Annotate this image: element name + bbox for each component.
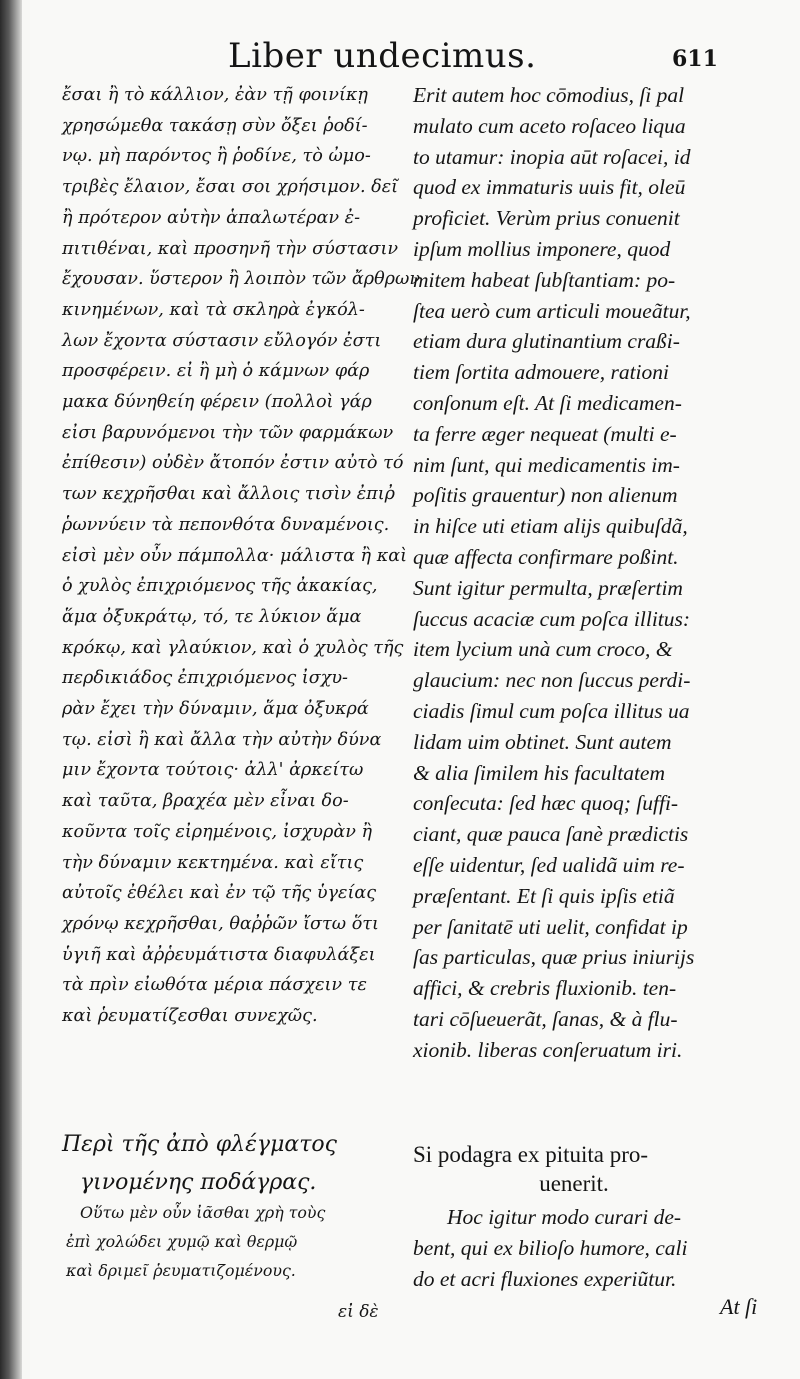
latin-text-line: glaucium: nec non ſuccus perdi-: [413, 668, 691, 693]
greek-after-line-2: ἐπὶ χολώδει χυμῷ καὶ θερμῷ: [66, 1232, 298, 1251]
greek-text-line: καὶ ταῦτα, βραχέα μὲν εἶναι δο-: [62, 791, 349, 812]
latin-text-line: ſuccus acaciæ cum poſca illitus:: [413, 606, 691, 631]
greek-text-line: μακα δύνηθείη φέρειν (πολλοὶ γάρ: [62, 392, 372, 413]
latin-text-line: ſtea uerò cum articuli moueãtur,: [413, 298, 691, 323]
greek-text-column: [62, 80, 421, 1032]
greek-text-line: ἐπίθεσιν) οὐδὲν ἄτοπόν ἐστιν αὐτὸ τό: [62, 453, 404, 474]
latin-after-line-2: bent, qui ex bilioſo humore, cali: [413, 1235, 688, 1260]
latin-text-line: eſſe uidentur, ſed ualidã uim re-: [413, 852, 685, 877]
greek-text-line: μιν ἔχοντα τούτοις· ἀλλ' ἀρκείτω: [62, 760, 364, 781]
greek-text-line: ἅμα ὀξυκράτῳ, τό, τε λύκιον ἅμα: [62, 606, 362, 627]
page-number: 611: [672, 46, 718, 72]
latin-text-line: conſonum eſt. At ſi medicamen-: [413, 390, 682, 415]
greek-text-line: ὁ χυλὸς ἐπιχριόμενος τῆς ἀκακίας,: [62, 576, 378, 597]
greek-text-line: περδικιάδος ἐπιχριόμενος ἰσχυ-: [62, 668, 349, 689]
greek-text-line: τῳ. εἰσὶ ἢ καὶ ἄλλα τὴν αὐτὴν δύνα: [62, 729, 382, 750]
latin-text-line: & alia ſimilem his facultatem: [413, 760, 666, 785]
latin-text-line: quæ affecta confirmare poßint.: [413, 544, 679, 569]
latin-text-line: lidam uim obtinet. Sunt autem: [413, 729, 672, 754]
latin-section-heading: [413, 1140, 765, 1198]
latin-text-line: proficiet. Verùm prius conuenit: [413, 206, 680, 231]
greek-text-line: κρόκῳ, καὶ γλαύκιον, καὶ ὁ χυλὸς τῆς: [62, 637, 404, 658]
greek-text-line: χρόνῳ κεχρῆσθαι, θαῤῥῶν ἴστω ὅτι: [62, 913, 379, 934]
latin-catchword: At ſi: [720, 1294, 758, 1319]
latin-text-line: xionib. liberas conſeruatum iri.: [413, 1037, 683, 1062]
latin-text-line: affici, & crebris fluxionib. ten-: [413, 976, 677, 1001]
latin-text-line: ciadis ſimul cum poſca illitus ua: [413, 698, 690, 723]
latin-text-line: mulato cum aceto roſaceo liqua: [413, 113, 686, 138]
greek-heading-line-2: γινομένης ποδάγρας.: [80, 1170, 317, 1195]
latin-text-line: quod ex immaturis uuis fit, oleū: [413, 175, 686, 200]
greek-text-line: εἰσὶ μὲν οὖν πάμπολλα· μάλιστα ἢ καὶ: [62, 545, 408, 566]
latin-text-line: ſas particulas, quæ prius iniurijs: [413, 945, 695, 970]
latin-text-line: per ſanitatē uti uelit, confidat ip: [413, 914, 688, 939]
latin-text-line: præſentant. Et ſi quis ipſis etiã: [413, 883, 675, 908]
latin-text-line: nim ſunt, qui medicamentis im-: [413, 452, 680, 477]
latin-text-line: ta ferre æger nequeat (multi e-: [413, 421, 677, 446]
greek-text-line: τὰ πρὶν εἰωθότα μέρια πάσχειν τε: [62, 975, 367, 996]
latin-text-line: in hiſce uti etiam alijs quibuſdã,: [413, 514, 688, 539]
latin-after-line-1: Hoc igitur modo curari de-: [447, 1205, 682, 1229]
greek-text-line: ῥωννύειν τὰ πεπονθότα δυναμένοις.: [62, 514, 390, 535]
greek-catchword: εἰ δὲ: [338, 1302, 379, 1322]
greek-text-line: κινημένων, καὶ τὰ σκληρὰ ἐγκόλ-: [62, 299, 365, 320]
latin-text-line: mitem habeat ſubſtantiam: po-: [413, 267, 676, 292]
latin-text-line: conſecuta: ſed hæc quoq; ſuffi-: [413, 791, 679, 816]
greek-text-line: πιτιθέναι, καὶ προσηνῆ τὴν σύστασιν: [62, 238, 399, 259]
latin-text-line: Sunt igitur permulta, præſertim: [413, 575, 683, 600]
latin-text-line: ipſum mollius imponere, quod: [413, 236, 671, 261]
latin-text-line: to utamur: inopia aūt roſacei, id: [413, 144, 691, 169]
latin-section-text: [413, 1202, 765, 1294]
latin-text-line: Erit autem hoc cōmodius, ſi pal: [413, 83, 685, 107]
greek-section-heading: [62, 1126, 392, 1202]
greek-text-line: λων ἔχοντα σύστασιν εὔλογόν ἐστι: [62, 330, 382, 351]
greek-text-line: χρησώμεθα τακάσῃ σὺν ὄξει ῥοδί-: [62, 115, 368, 136]
book-gutter-shadow: [0, 0, 22, 1379]
greek-text-line: κοῦντα τοῖς εἰρημένοις, ἰσχυρὰν ἢ: [62, 821, 373, 842]
greek-text-line: καὶ ῥευματίζεσθαι συνεχῶς.: [62, 1006, 318, 1027]
greek-text-line: ἔσαι ἢ τὸ κάλλιον, ἐὰν τῇ φοινίκῃ: [62, 85, 368, 105]
greek-section-text: [66, 1198, 386, 1285]
latin-heading-line-2: uenerit.: [539, 1171, 609, 1196]
greek-text-line: ἢ πρότερον αὐτὴν ἁπαλωτέραν ἐ-: [62, 207, 361, 228]
latin-after-line-3: do et acri fluxiones experiũtur.: [413, 1266, 677, 1291]
running-title: Liber undecimus.: [228, 36, 537, 76]
latin-text-line: item lycium unà cum croco, &: [413, 637, 673, 662]
greek-text-line: ὑγιῆ καὶ ἀῤῥευμάτιστα διαφυλάξει: [62, 944, 376, 965]
greek-text-line: αὐτοῖς ἐθέλει καὶ ἐν τῷ τῆς ὑγείας: [62, 883, 377, 904]
greek-text-line: εἰσι βαρυνόμενοι τὴν τῶν φαρμάκων: [62, 422, 394, 443]
greek-text-line: τριβὲς ἔλαιον, ἔσαι σοι χρήσιμον. δεῖ: [62, 177, 399, 198]
latin-text-line: ciant, quæ pauca ſanè prædictis: [413, 822, 689, 847]
greek-after-line-1: Οὕτω μὲν οὖν ἰᾶσθαι χρὴ τοὺς: [80, 1203, 326, 1222]
greek-text-line: νῳ. μὴ παρόντος ἢ ῥοδίνε, τὸ ὠμο-: [62, 146, 371, 167]
latin-text-line: tiem ſortita admouere, rationi: [413, 360, 669, 385]
latin-text-line: poſitis grauentur) non alienum: [413, 483, 678, 508]
greek-heading-line-1: Περὶ τῆς ἀπὸ φλέγματος: [62, 1132, 337, 1157]
greek-after-line-3: καὶ δριμεῖ ῥευματιζομένους.: [66, 1261, 296, 1280]
latin-text-line: tari cōſueuerãt, ſanas, & à flu-: [413, 1006, 678, 1031]
greek-text-line: προσφέρειν. εἰ ἢ μὴ ὁ κάμνων φάρ: [62, 361, 370, 382]
greek-text-line: ἔχουσαν. ὕστερον ἢ λοιπὸν τῶν ἄρθρων: [62, 269, 421, 290]
latin-text-column: [413, 80, 765, 1066]
greek-text-line: τὴν δύναμιν κεκτημένα. καὶ εἴτις: [62, 852, 364, 873]
greek-text-line: ρὰν ἔχει τὴν δύναμιν, ἅμα ὀξυκρά: [62, 699, 369, 720]
latin-heading-line-1: Si podagra ex pituita pro-: [413, 1142, 649, 1167]
latin-text-line: etiam dura glutinantium craßi-: [413, 329, 680, 354]
greek-text-line: των κεχρῆσθαι καὶ ἄλλοις τισὶν ἐπιῤ: [62, 484, 395, 505]
